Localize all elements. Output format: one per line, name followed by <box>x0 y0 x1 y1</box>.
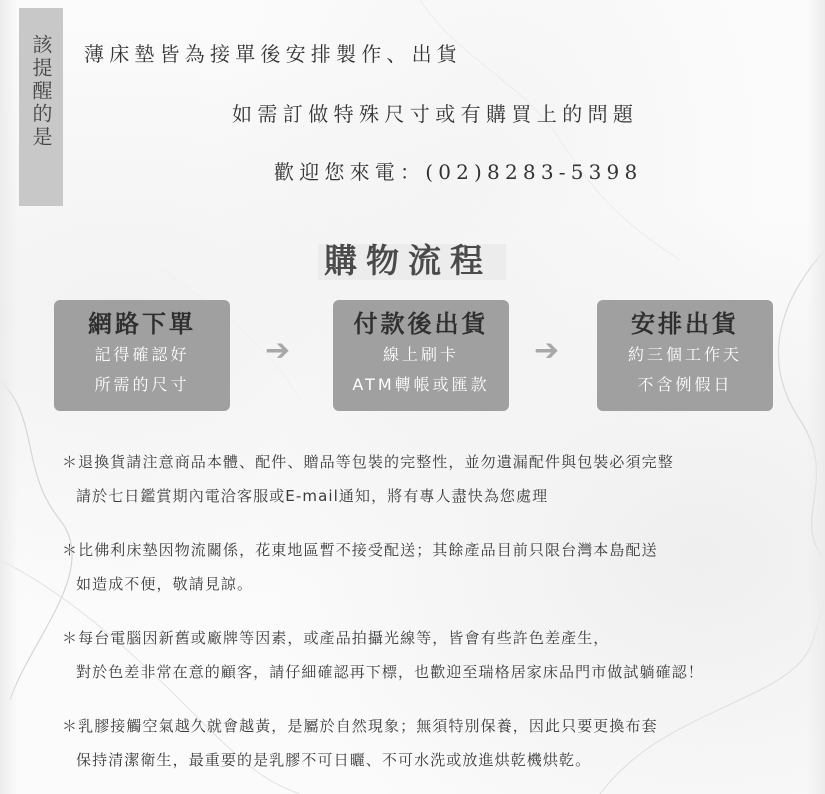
reminder-line-custom-size: 如需訂做特殊尺寸或有購買上的問題 <box>232 102 639 126</box>
step-detail: 線上刷卡 <box>382 345 459 364</box>
reminder-line-phone: 歡迎您來電：(02)8283-5398 <box>274 160 643 184</box>
step-title: 網路下單 <box>88 310 196 338</box>
note-color-difference <box>62 621 817 689</box>
note-line: ＊退換貨請注意商品本體、配件、贈品等包裝的完整性，並勿遺漏配件與包裝必須完整 <box>62 453 674 471</box>
arrow-right-icon: ➔ <box>534 333 560 368</box>
reminder-line-made-to-order: 薄床墊皆為接單後安排製作、出貨 <box>84 42 462 66</box>
step-title: 安排出貨 <box>631 310 739 338</box>
reminder-tab <box>19 8 63 206</box>
step-detail: 記得確認好 <box>94 345 190 364</box>
flow-step-payment-shipping <box>333 300 509 411</box>
note-delivery-area <box>62 533 817 601</box>
arrow-right-icon: ➔ <box>265 333 291 368</box>
note-latex-care <box>62 709 817 777</box>
note-line: 對於色差非常在意的顧客，請仔細確認再下標，也歡迎至瑞格居家床品門市做試躺確認！ <box>76 663 704 681</box>
note-line: ＊每台電腦因新舊或廠牌等因素，或產品拍攝光線等，皆會有些許色差產生， <box>62 629 610 647</box>
note-returns <box>62 445 817 513</box>
left-edge-shade <box>0 0 18 794</box>
note-line: 保持清潔衛生，最重要的是乳膠不可日曬、不可水洗或放進烘乾機烘乾。 <box>76 751 592 769</box>
step-detail: 所需的尺寸 <box>94 375 190 394</box>
note-line: ＊乳膠接觸空氣越久就會越黃，是屬於自然現象；無須特別保養，因此只要更換布套 <box>62 717 658 735</box>
note-line: 如造成不便，敬請見諒。 <box>76 575 254 593</box>
reminder-tab-label: 該提醒的是 <box>29 34 53 149</box>
note-line: 請於七日鑑賞期內電洽客服或E-mail通知，將有專人盡快為您處理 <box>76 487 549 505</box>
step-title: 付款後出貨 <box>353 310 489 338</box>
notes-list <box>62 445 817 777</box>
flow-title: 購物流程 <box>324 241 492 280</box>
step-detail: ATM轉帳或匯款 <box>352 375 490 394</box>
note-line: ＊比佛利床墊因物流關係，花東地區暫不接受配送；其餘產品目前只限台灣本島配送 <box>62 541 658 559</box>
flow-step-order-online <box>54 300 230 411</box>
flow-step-arrange-delivery <box>597 300 773 411</box>
step-detail: 不含例假日 <box>637 375 733 394</box>
step-detail: 約三個工作天 <box>627 345 742 364</box>
